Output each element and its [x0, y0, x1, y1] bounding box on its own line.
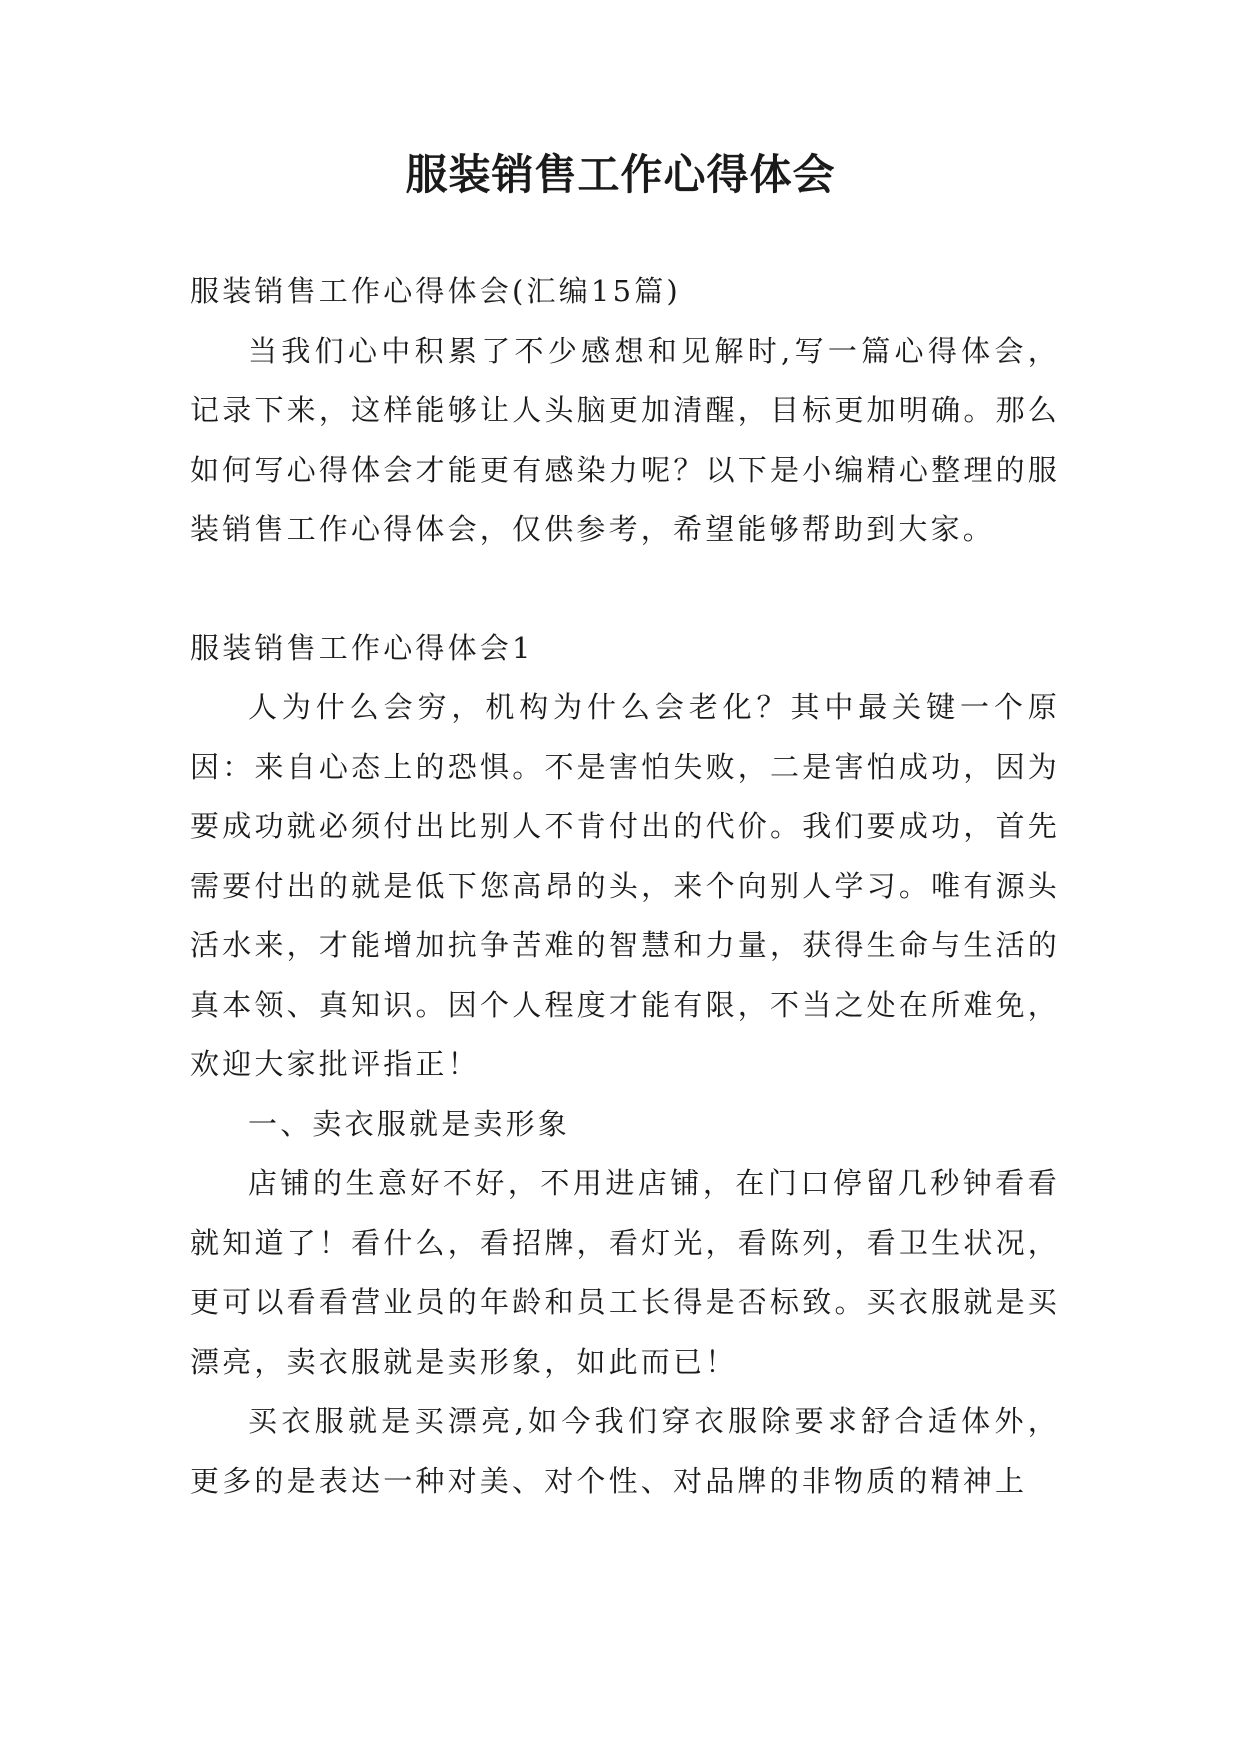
document-subtitle: 服装销售工作心得体会(汇编15篇) [190, 274, 681, 308]
paragraph-spacer [190, 560, 1060, 619]
body-paragraph: 买衣服就是买漂亮,如今我们穿衣服除要求舒合适体外，更多的是表达一种对美、对个性、对品牌的非物质的精神上 [190, 1404, 1060, 1498]
body-paragraph: 人为什么会穷，机构为什么会老化？其中最关键一个原因：来自心态上的恐惧。不是害怕失败，二是害怕成功，因为要成功就必须付出比别人不肯付出的代价。我们要成功，首先需要付出的就是低下您高昂的头，来个向别人学习。唯有源头活水来，才能增加抗争苦难的智慧和力量，获得生命与生活的真本领、真知识。因个人程度才能有限，不当之处在所难免，欢迎大家批评指正！ [190, 690, 1060, 1081]
point-heading: 一、卖衣服就是卖形象 [248, 1106, 571, 1141]
intro-paragraph: 当我们心中积累了不少感想和见解时,写一篇心得体会，记录下来，这样能够让人头脑更加清醒，目标更加明确。那么如何写心得体会才能更有感染力呢？以下是小编精心整理的服装销售工作心得体会，仅供参考，希望能够帮助到大家。 [190, 333, 1060, 546]
document-body [190, 262, 1060, 1511]
body-paragraph: 店铺的生意好不好，不用进店铺，在门口停留几秒钟看看就知道了！看什么，看招牌，看灯光，看陈列，看卫生状况，更可以看看营业员的年龄和员工长得是否标致。买衣服就是买漂亮，卖衣服就是卖形象，如此而已！ [190, 1166, 1060, 1379]
page-title: 服装销售工作心得体会 [405, 150, 836, 199]
section-heading: 服装销售工作心得体会1 [190, 630, 534, 665]
